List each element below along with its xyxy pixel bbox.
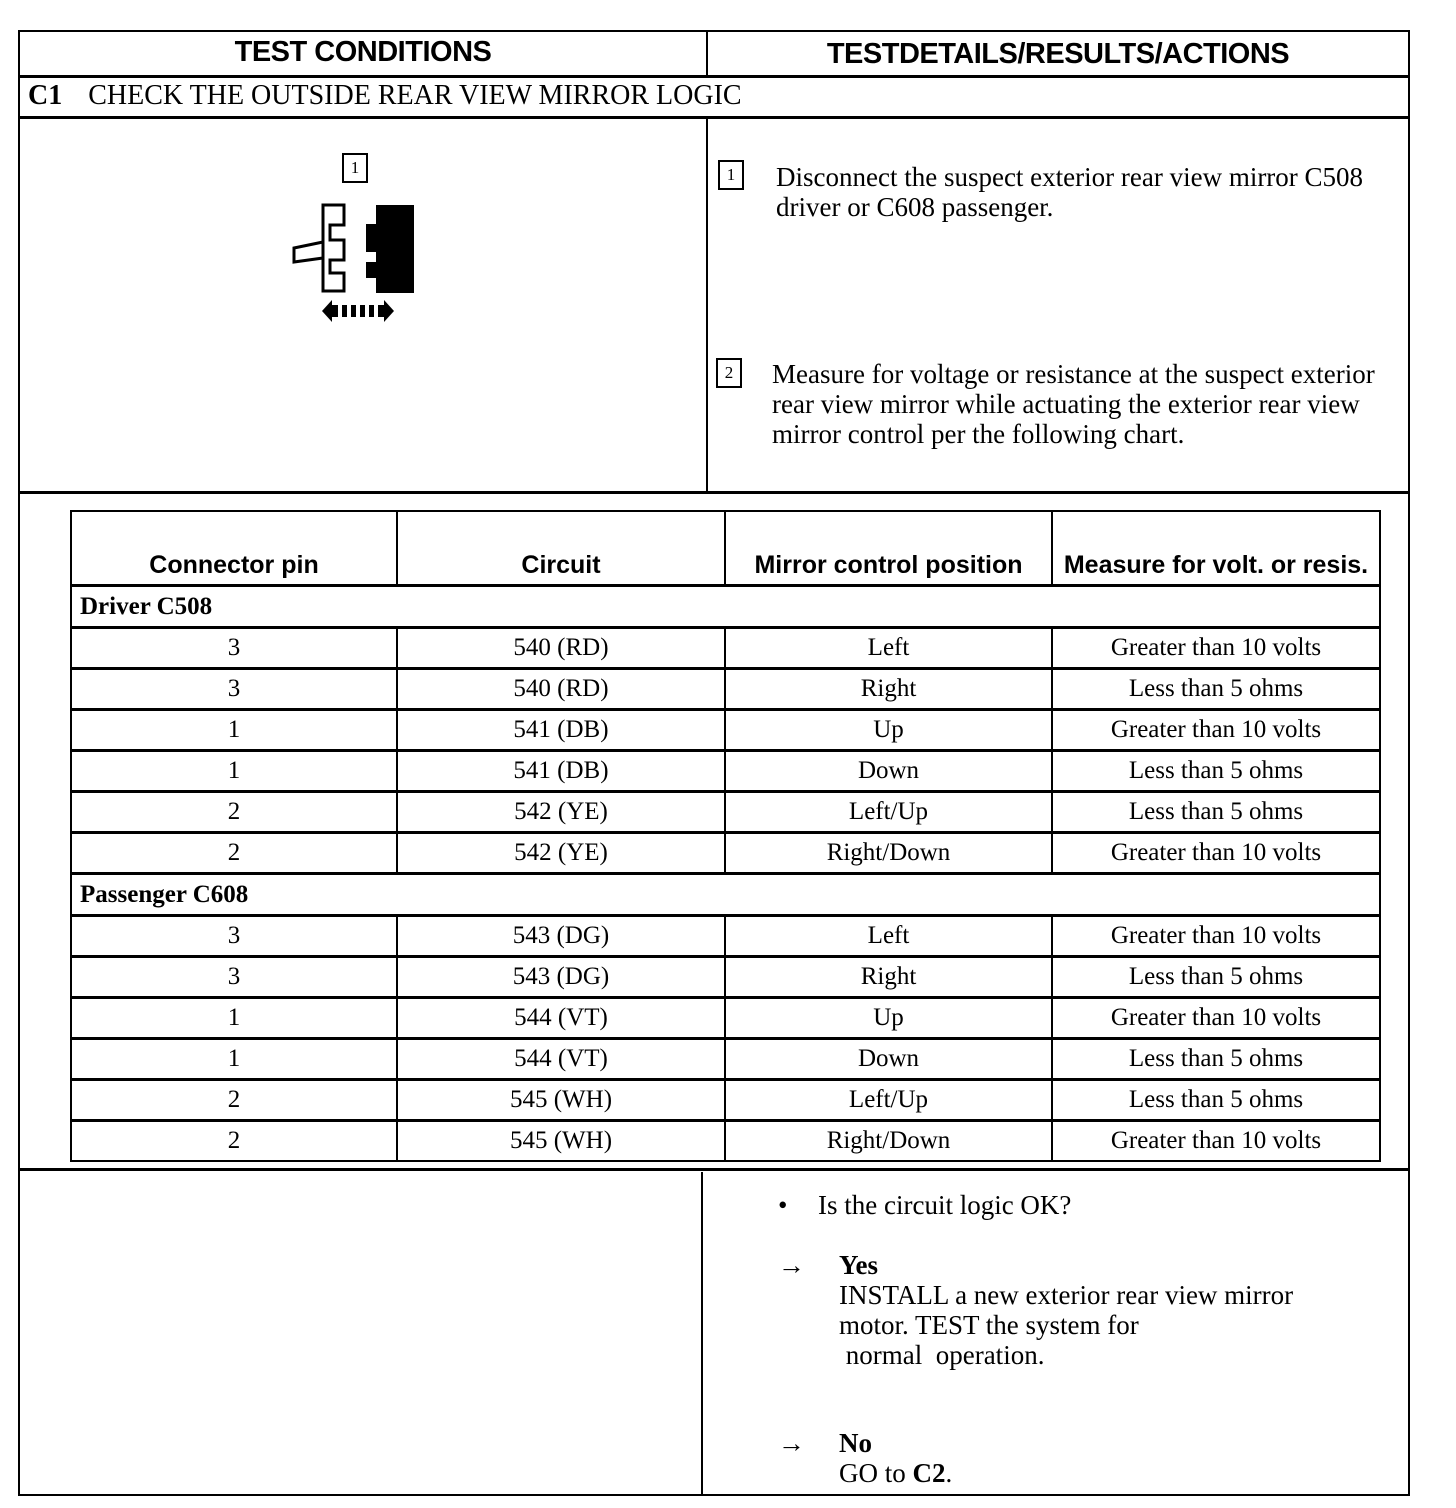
table-row [71,1121,1380,1162]
mirror-position-cell: Right [725,669,1052,710]
table-row [71,710,1380,751]
mirror-position-cell: Up [725,998,1052,1039]
measurement-cell: Greater than 10 volts [1052,1121,1380,1162]
test-conditions-heading: TEST CONDITIONS [234,36,492,68]
mirror-position-cell: Right/Down [725,833,1052,874]
circuit-cell: 544 (VT) [397,1039,725,1080]
connector-pin-cell: 1 [71,710,397,751]
mirror-position-cell: Right/Down [725,1121,1052,1162]
results-divider [701,1172,703,1494]
circuit-cell: 542 (YE) [397,833,725,874]
circuit-cell: 540 (RD) [397,628,725,669]
connector-pin-cell: 3 [71,669,397,710]
mirror-position-cell: Left/Up [725,792,1052,833]
result-question [778,1190,1398,1220]
question-text: Is the circuit logic OK? [818,1190,1072,1220]
mirror-position-cell: Up [725,710,1052,751]
measurement-cell: Less than 5 ohms [1052,669,1380,710]
yes-action-line-3: normal operation. [839,1340,1045,1370]
connector-pin-cell: 3 [71,957,397,998]
table-section-rule [18,1168,1410,1171]
measurement-cell: Less than 5 ohms [1052,751,1380,792]
step-1-text: Disconnect the suspect exterior rear view mirror C508 driver or C608 passenger. [776,162,1364,222]
section-title: Driver C508 [71,586,1380,628]
circuit-cell: 543 (DG) [397,957,725,998]
test-step-heading: CHECK THE OUTSIDE REAR VIEW MIRROR LOGIC [88,80,742,111]
diagram-step-label: 1 [342,153,368,183]
circuit-cell: 542 (YE) [397,792,725,833]
circuit-cell: 540 (RD) [397,669,725,710]
no-action [839,1458,1398,1488]
test-step-title [28,80,742,112]
mirror-position-cell: Right [725,957,1052,998]
table-row [71,792,1380,833]
table-row [71,998,1380,1039]
measurement-table [70,510,1381,1162]
goto-c2-link[interactable]: C2 [912,1458,946,1488]
circuit-cell: 541 (DB) [397,751,725,792]
upper-divider [706,116,708,494]
upper-section-rule [18,491,1410,494]
step-2-text: Measure for voltage or resistance at the suspect exterior rear view mirror while actuating the exterior rear view mirror control per the following chart. [772,359,1375,449]
no-label: No [839,1428,872,1458]
mirror-position-cell: Down [725,1039,1052,1080]
connector-pin-cell: 1 [71,998,397,1039]
measurement-cell: Less than 5 ohms [1052,1039,1380,1080]
column-header-circuit: Circuit [397,511,725,586]
measurement-cell: Greater than 10 volts [1052,916,1380,957]
connector-pin-cell: 2 [71,833,397,874]
arrow-right-icon: → [778,1428,805,1458]
results-block [778,1190,1398,1488]
circuit-cell: 545 (WH) [397,1121,725,1162]
no-action-suffix: . [945,1458,953,1488]
no-action-prefix: GO to [839,1458,913,1488]
section-title: Passenger C608 [71,874,1380,916]
connector-disconnect-icon [290,200,420,300]
measurement-cell: Greater than 10 volts [1052,710,1380,751]
yes-action-line-1: INSTALL a new exterior rear view mirror [839,1280,1294,1310]
measurement-cell: Greater than 10 volts [1052,833,1380,874]
result-yes [778,1250,1398,1370]
arrow-right-icon: → [778,1250,805,1280]
bullet-icon: • [778,1190,788,1220]
table-row [71,916,1380,957]
column-header-measurement: Measure for volt. or resis. [1052,511,1380,586]
double-arrow-icon [322,298,394,324]
measurement-cell: Less than 5 ohms [1052,1080,1380,1121]
yes-label: Yes [839,1250,878,1280]
connector-pin-cell: 3 [71,916,397,957]
test-details-heading: TESTDETAILS/RESULTS/ACTIONS [826,38,1290,70]
result-no [778,1428,1398,1488]
circuit-cell: 541 (DB) [397,710,725,751]
mirror-position-cell: Left [725,916,1052,957]
mirror-position-cell: Left [725,628,1052,669]
measurement-cell: Greater than 10 volts [1052,628,1380,669]
table-section-header [71,586,1380,628]
measurement-cell: Less than 5 ohms [1052,792,1380,833]
circuit-cell: 543 (DG) [397,916,725,957]
title-rule [18,116,1410,119]
measurement-cell: Greater than 10 volts [1052,998,1380,1039]
step-2-number: 2 [716,358,742,388]
column-header-connector-pin: Connector pin [71,511,397,586]
table-row [71,751,1380,792]
table-row [71,833,1380,874]
table-section-header [71,874,1380,916]
column-header-mirror-control-position: Mirror control position [725,511,1052,586]
table-row [71,1080,1380,1121]
connector-pin-cell: 2 [71,1121,397,1162]
table-row [71,669,1380,710]
yes-action-line-2: motor. TEST the system for [839,1310,1139,1340]
mirror-position-cell: Down [725,751,1052,792]
connector-pin-cell: 2 [71,1080,397,1121]
measurement-cell: Less than 5 ohms [1052,957,1380,998]
test-step-id: C1 [28,80,63,111]
connector-pin-cell: 1 [71,1039,397,1080]
mirror-position-cell: Left/Up [725,1080,1052,1121]
step-1-number: 1 [718,160,744,190]
connector-pin-cell: 2 [71,792,397,833]
circuit-cell: 544 (VT) [397,998,725,1039]
connector-pin-cell: 3 [71,628,397,669]
connector-pin-cell: 1 [71,751,397,792]
table-row [71,957,1380,998]
table-header-row [71,511,1380,586]
table-row [71,1039,1380,1080]
circuit-cell: 545 (WH) [397,1080,725,1121]
table-row [71,628,1380,669]
header-rule [18,75,1410,78]
